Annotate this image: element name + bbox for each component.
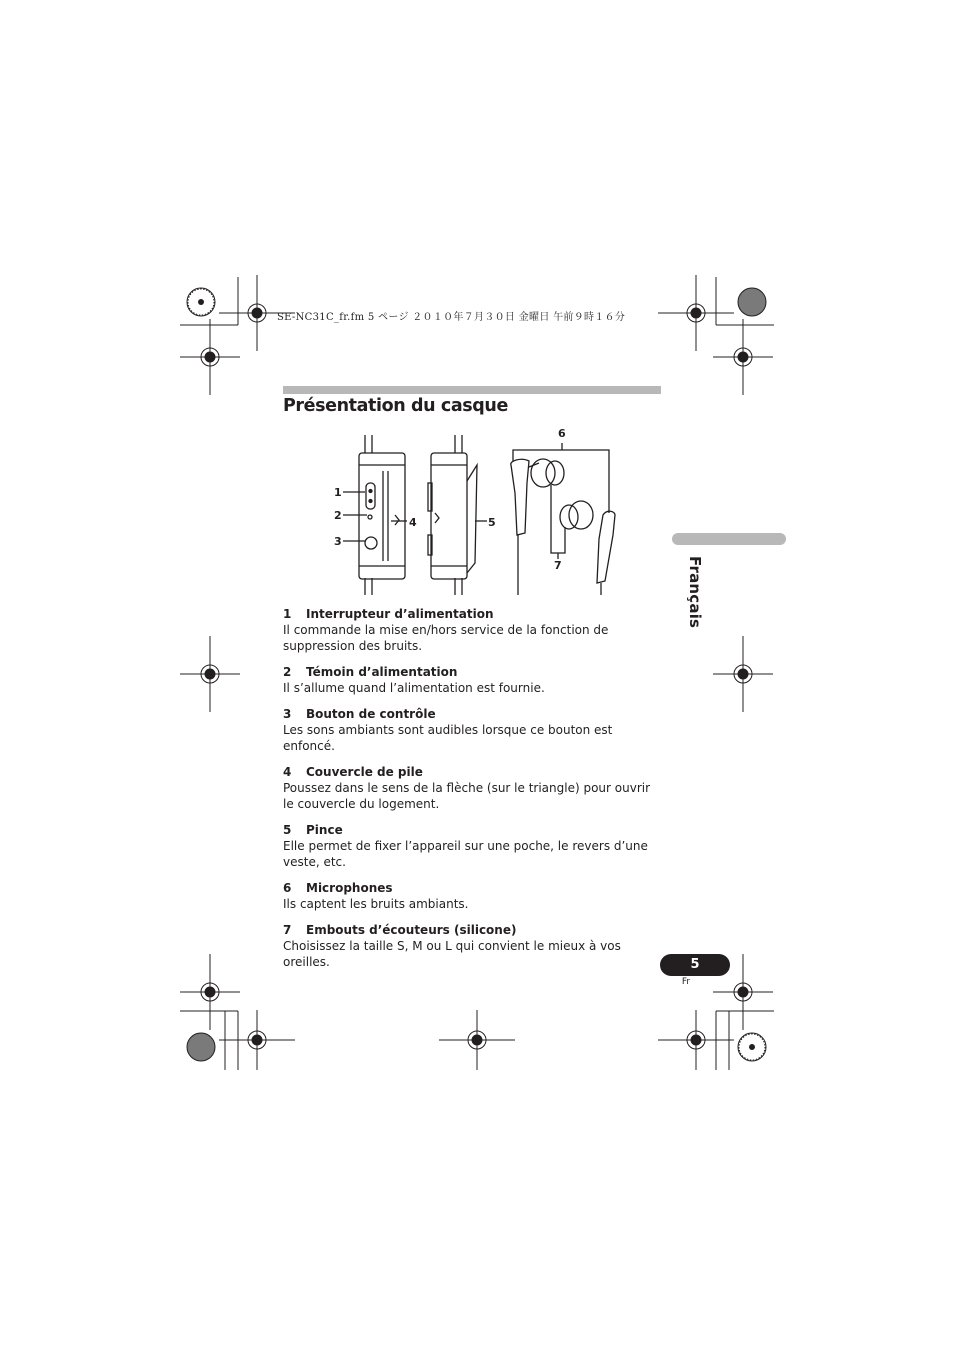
item-title: Microphones	[306, 881, 393, 895]
callout-4: 4	[409, 516, 417, 529]
callout-2: 2	[334, 509, 342, 522]
item-title: Pince	[306, 823, 343, 837]
item-title: Bouton de contrôle	[306, 707, 436, 721]
list-item	[283, 764, 663, 812]
item-number: 1	[283, 607, 292, 621]
earphone-right	[560, 501, 615, 595]
page-title: Présentation du casque	[283, 396, 508, 416]
item-number: 7	[283, 923, 292, 937]
callout-5: 5	[488, 516, 496, 529]
list-item	[283, 922, 663, 970]
list-item	[283, 706, 663, 754]
item-title: Embouts d’écouteurs (silicone)	[306, 923, 517, 937]
list-item	[283, 880, 663, 912]
callout-3: 3	[334, 535, 342, 548]
item-number: 4	[283, 765, 292, 779]
item-description: Choisissez la taille S, M ou L qui convient le mieux à vos oreilles.	[283, 939, 621, 969]
parts-list	[283, 606, 663, 980]
item-number: 3	[283, 707, 292, 721]
item-description: Il s’allume quand l’alimentation est fournie.	[283, 681, 545, 695]
language-tab-bar	[672, 533, 786, 545]
file-header: SE-NC31C_fr.fm 5 ページ ２０１０年７月３０日 金曜日 午前９時１６分	[277, 312, 626, 323]
product-illustration	[325, 423, 625, 601]
item-description: Ils captent les bruits ambiants.	[283, 897, 469, 911]
section-bar	[283, 386, 661, 394]
item-number: 6	[283, 881, 292, 895]
item-description: Les sons ambiants sont audibles lorsque ce bouton est enfoncé.	[283, 723, 613, 753]
earphone-left	[511, 459, 564, 595]
page-language: Fr	[681, 977, 691, 987]
item-title: Témoin d’alimentation	[306, 665, 458, 679]
callout-1: 1	[334, 486, 342, 499]
item-description: Poussez dans le sens de la flèche (sur le triangle) pour ouvrir le couvercle du logement.	[283, 781, 651, 811]
callout-6: 6	[558, 427, 566, 440]
control-box-side	[428, 435, 477, 595]
item-title: Interrupteur d’alimentation	[306, 607, 494, 621]
list-item	[283, 664, 663, 696]
list-item	[283, 606, 663, 654]
item-title: Couvercle de pile	[306, 765, 423, 779]
language-tab-label: Français	[686, 556, 704, 629]
item-number: 5	[283, 823, 292, 837]
item-description: Il commande la mise en/hors service de la fonction de suppression des bruits.	[283, 623, 609, 653]
item-number: 2	[283, 665, 292, 679]
page-number: 5	[660, 954, 730, 976]
list-item	[283, 822, 663, 870]
callout-7: 7	[554, 559, 562, 572]
item-description: Elle permet de fixer l’appareil sur une poche, le revers d’une veste, etc.	[283, 839, 648, 869]
language-tab	[684, 546, 704, 656]
